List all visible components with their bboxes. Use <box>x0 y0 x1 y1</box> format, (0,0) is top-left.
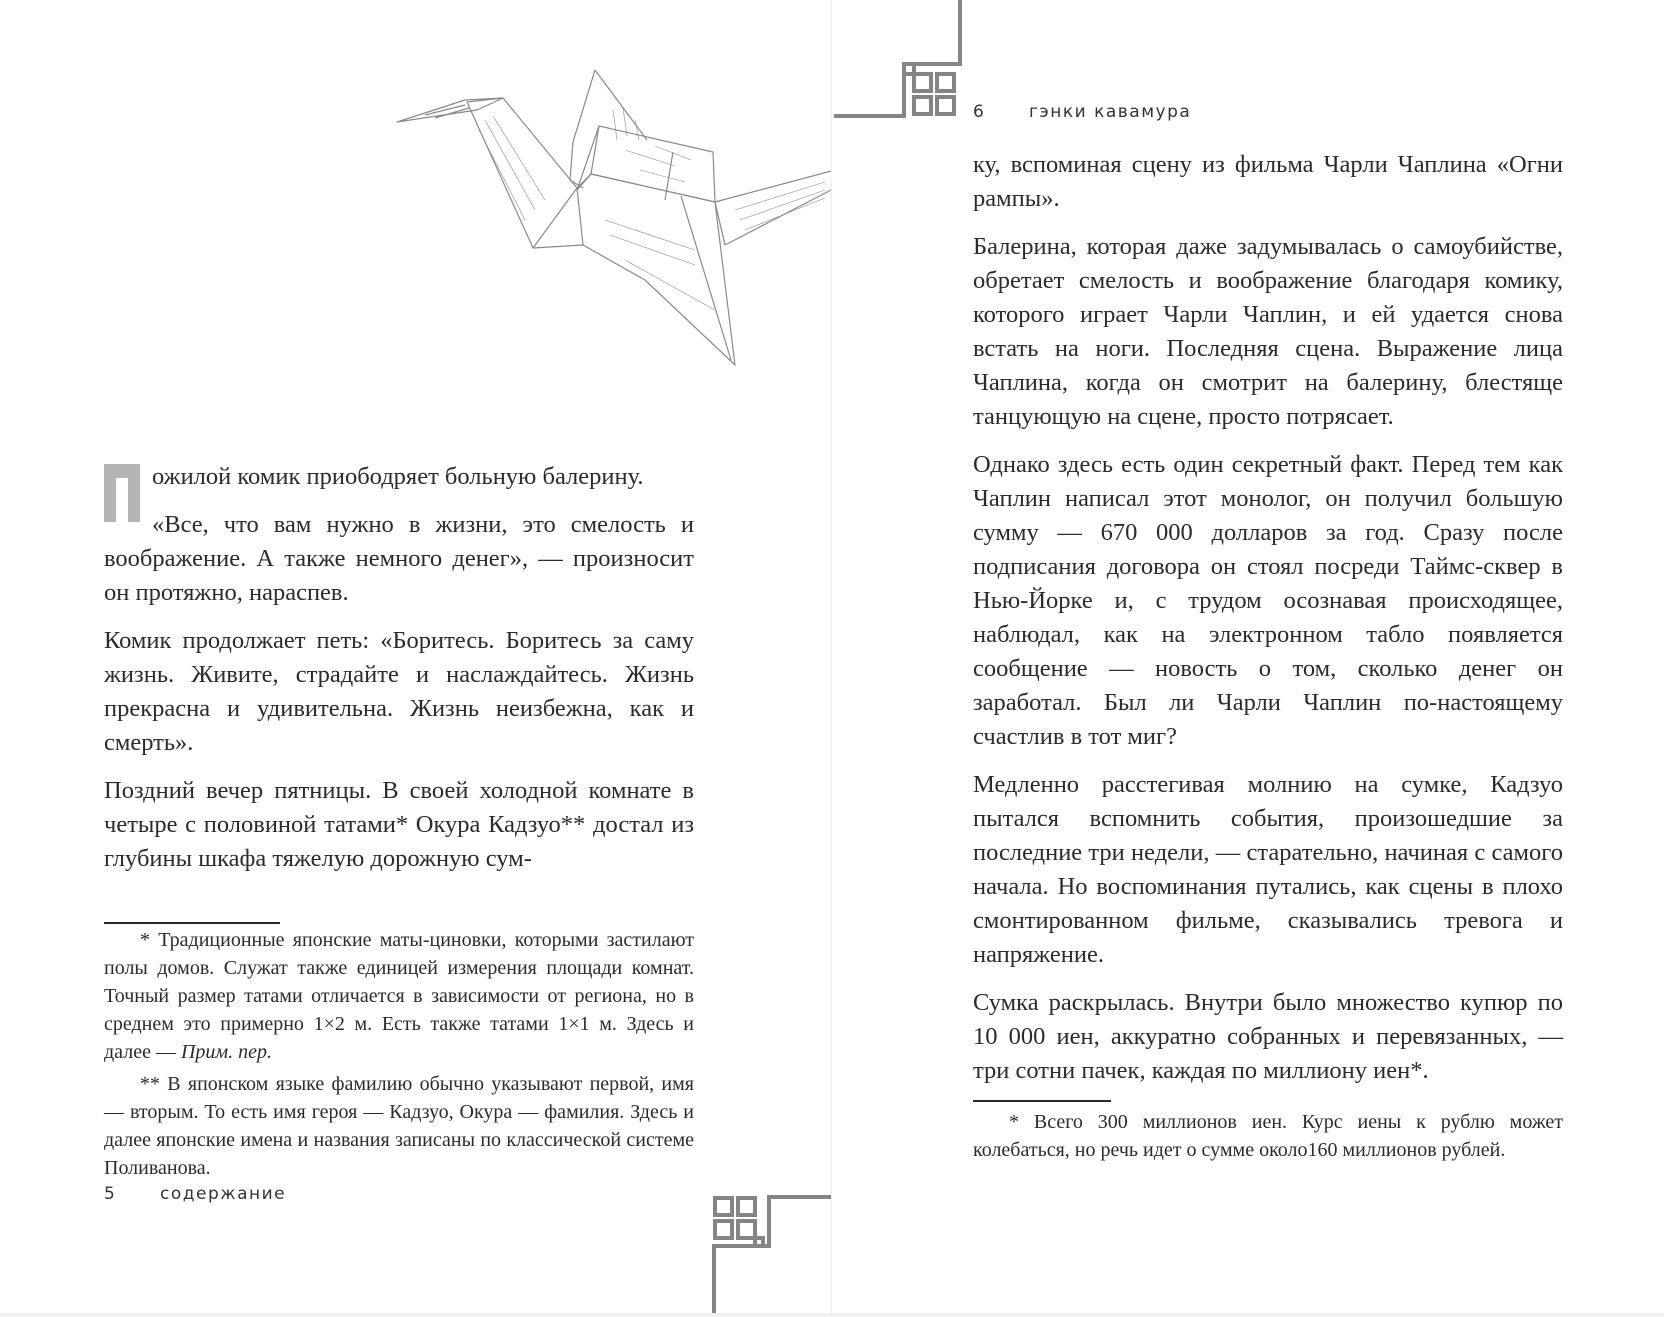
corner-ornament-icon <box>712 1195 832 1317</box>
footnote: ** В японском языке фамилию обычно указывают первой, имя — вторым. То есть имя героя — Кадзуо, Окура — фамилия. Здесь и далее японские имена и названия записаны по классической системе Поливанова. <box>104 1073 694 1179</box>
right-footnotes <box>973 1108 1563 1168</box>
paragraph: Комик продолжает петь: «Боритесь. Боритесь за саму жизнь. Живите, страдайте и наслаждайтесь. Жизнь прекрасна и удивительна. Жизнь неизбежна, как и смерть». <box>104 627 694 756</box>
paragraph: Однако здесь есть один секретный факт. Перед тем как Чаплин написал этот монолог, он получил большую сумму — 670 000 долларов за год. Сразу после подписания договора он стоял посреди Таймс-сквер в Нью-Йорке и, с трудом осознавая происходящее, наблюдал, как на электронном табло появляется сообщение — новость о том, сколько денег он заработал. Был ли Чарли Чаплин по-настоящему счастлив в тот миг? <box>973 451 1563 750</box>
right-running-head <box>973 102 1191 122</box>
origami-crane-illustration <box>395 70 835 380</box>
running-title: содержание <box>160 1184 287 1204</box>
left-body-text <box>104 460 694 890</box>
page-bottom-edge <box>0 1313 1664 1317</box>
footnote: * Всего 300 миллионов иен. Курс иены к рублю может колебаться, но речь идет о сумме около160 миллионов рублей. <box>973 1111 1563 1161</box>
right-page <box>832 0 1664 1317</box>
page-number: 6 <box>973 102 986 122</box>
paragraph: Сумка раскрылась. Внутри было множество купюр по 10 000 иен, аккуратно собранных и перевязанных, — три сотни пачек, каждая по миллиону иен*. <box>973 989 1563 1084</box>
paragraph: Поздний вечер пятницы. В своей холодной комнате в четыре с половиной татами* Окура Кадзуо** достал из глубины шкафа тяжелую дорожную сум- <box>104 777 694 872</box>
corner-ornament-icon <box>832 0 962 122</box>
paragraph: Медленно расстегивая молнию на сумке, Кадзуо пытался вспомнить события, произошедшие за последние три недели, — старательно, начиная с самого начала. Но воспоминания путались, как сцены в плохо смонтированном фильме, сказывались тревога и напряжение. <box>973 771 1563 968</box>
left-footnotes <box>104 926 694 1186</box>
running-title: гэнки кавамура <box>1029 102 1192 122</box>
footnote: * Традиционные японские маты-циновки, которыми застилают полы домов. Служат также единицей измерения площади комнат. Точный размер татами отличается в зависимости от региона, но в среднем это примерно 1×2 м. Есть также татами 1×1 м. Здесь и далее — Прим. пер. <box>104 929 694 1063</box>
right-body-text <box>973 148 1563 1102</box>
footnote-separator <box>973 1100 1111 1102</box>
drop-cap <box>104 464 140 522</box>
paragraph: «Все, что вам нужно в жизни, это смелость и воображение. А также немного денег», — произносит он протяжно, нараспев. <box>104 511 694 606</box>
page-number: 5 <box>104 1184 117 1204</box>
paragraph: Балерина, которая даже задумывалась о самоубийстве, обретает смелость и воображение благодаря комику, которого играет Чарли Чаплин, и ей удается снова встать на ноги. Последняя сцена. Выражение лица Чаплина, когда он смотрит на балерину, блестяще танцующую на сцене, просто потрясает. <box>973 233 1563 430</box>
paragraph: ку, вспоминая сцену из фильма Чарли Чаплина «Огни рампы». <box>973 151 1563 212</box>
footnote-separator <box>104 922 280 924</box>
left-running-head <box>104 1184 286 1204</box>
paragraph-opening: ожилой комик приободряет больную балерину. <box>104 460 694 494</box>
